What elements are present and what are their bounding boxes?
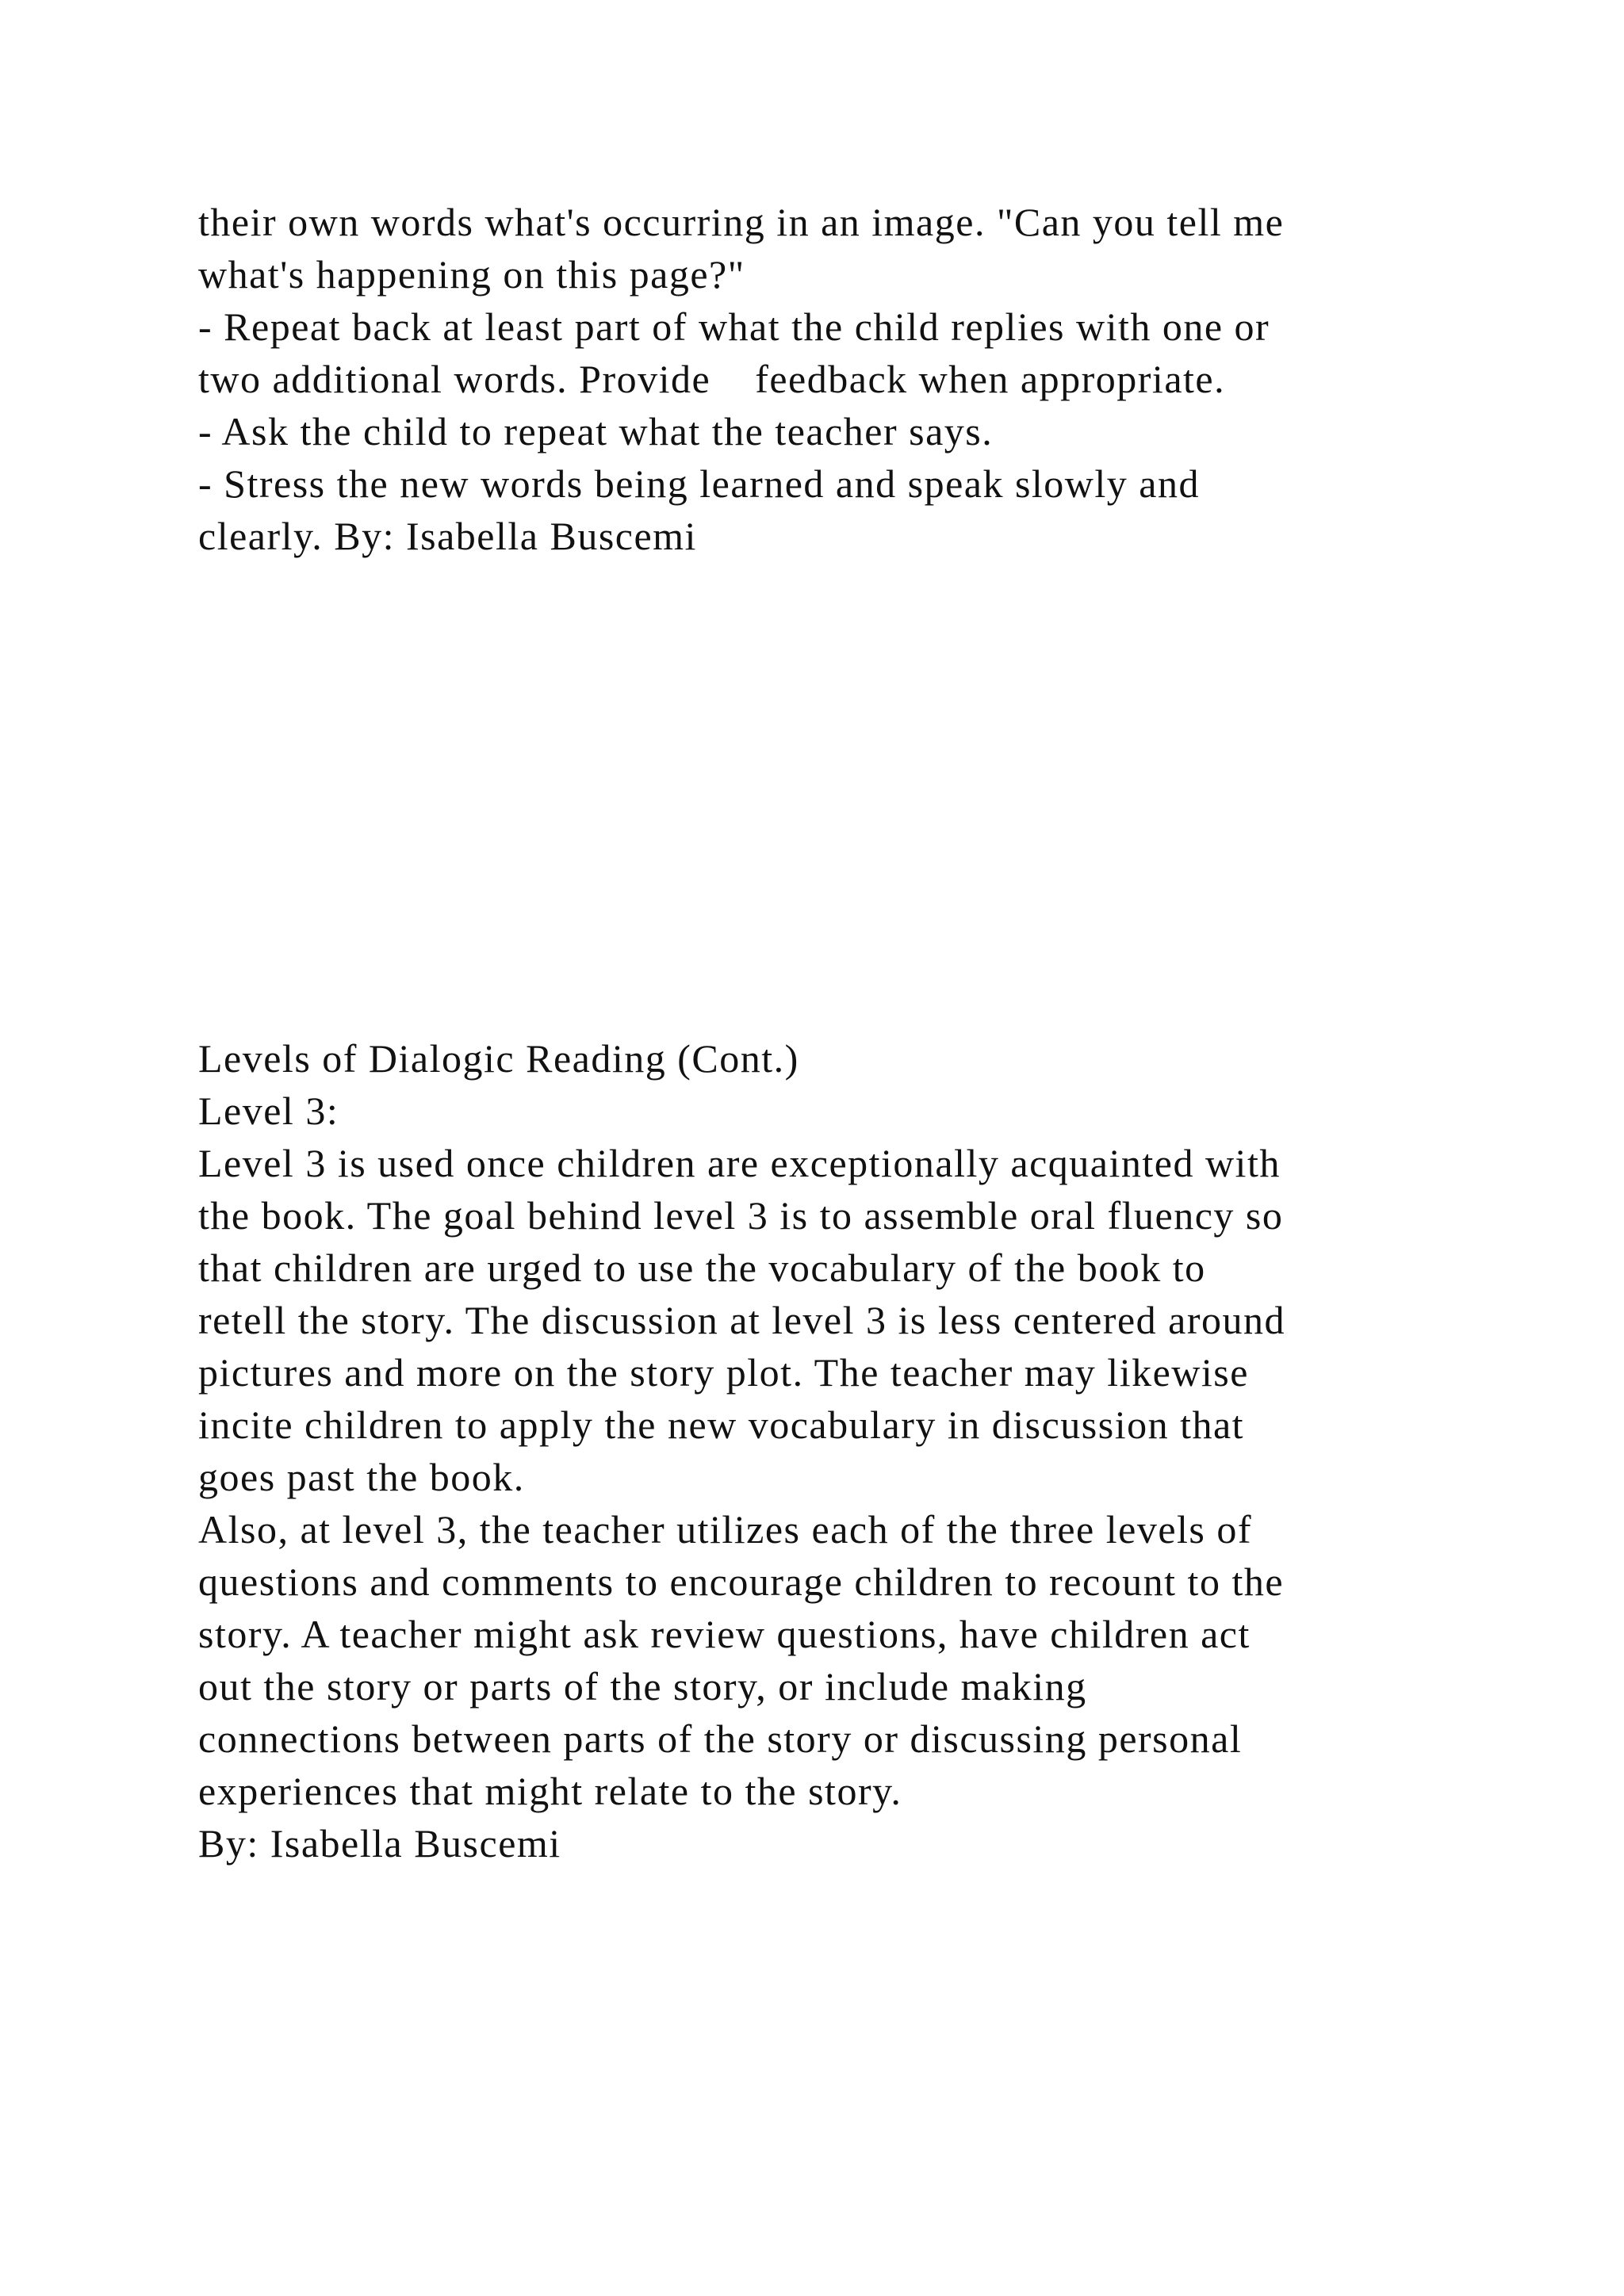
paragraph-2-line: experiences that might relate to the story. xyxy=(198,1769,902,1813)
paragraph-1-line: retell the story. The discussion at level 3 is less centered around xyxy=(198,1298,1285,1342)
paragraph-2-line: out the story or parts of the story, or include making xyxy=(198,1664,1087,1709)
section-heading: Levels of Dialogic Reading (Cont.) xyxy=(198,1036,799,1081)
text-line: - Repeat back at least part of what the child replies with one or xyxy=(198,304,1270,349)
paragraph-1-line: incite children to apply the new vocabulary in discussion that xyxy=(198,1402,1245,1447)
paragraph-1-line: pictures and more on the story plot. The teacher may likewise xyxy=(198,1350,1249,1395)
text-line: - Stress the new words being learned and speak slowly and xyxy=(198,461,1200,506)
text-line: - Ask the child to repeat what the teacher says. xyxy=(198,409,994,453)
text-line: their own words what's occurring in an image. "Can you tell me xyxy=(198,200,1285,244)
text-line: two additional words. Provide feedback when appropriate. xyxy=(198,357,1226,401)
paragraph-2-line: questions and comments to encourage children to recount to the xyxy=(198,1559,1285,1604)
paragraph-1-line: Level 3 is used once children are exceptionally acquainted with xyxy=(198,1141,1281,1185)
paragraph-2-line: story. A teacher might ask review questions, have children act xyxy=(198,1612,1251,1656)
text-line: what's happening on this page?" xyxy=(198,252,745,297)
byline-line: clearly. By: Isabella Buscemi xyxy=(198,514,697,558)
level-subheading: Level 3: xyxy=(198,1089,339,1133)
paragraph-1-line: that children are urged to use the vocabulary of the book to xyxy=(198,1246,1206,1290)
top-text-section xyxy=(198,196,1546,562)
bottom-text-section xyxy=(198,1032,1546,1869)
paragraph-2-line: Also, at level 3, the teacher utilizes each of the three levels of xyxy=(198,1507,1253,1552)
paragraph-2-line: connections between parts of the story or discussing personal xyxy=(198,1716,1243,1761)
byline: By: Isabella Buscemi xyxy=(198,1821,561,1866)
paragraph-1-line: goes past the book. xyxy=(198,1455,525,1499)
paragraph-1-line: the book. The goal behind level 3 is to assemble oral fluency so xyxy=(198,1193,1284,1238)
